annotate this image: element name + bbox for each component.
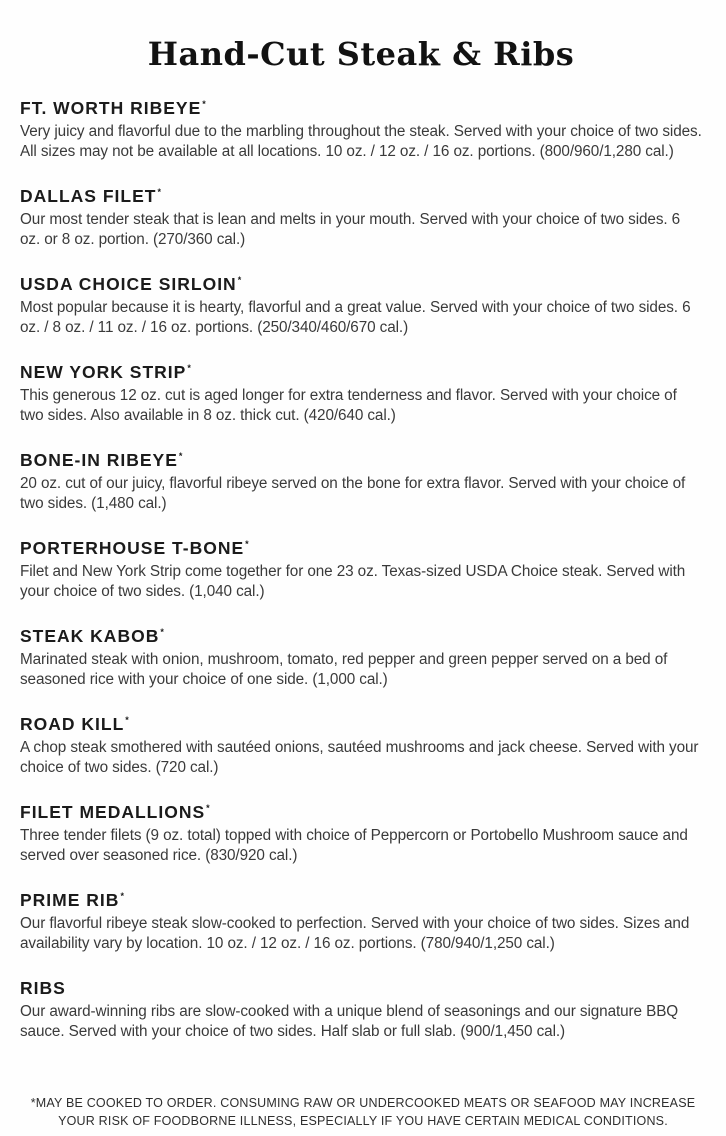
asterisk-mark: *	[245, 539, 249, 549]
menu-item-name-text: FILET MEDALLIONS	[20, 802, 206, 822]
menu-item-name	[20, 709, 702, 735]
menu-item-description: A chop steak smothered with sautéed onions, sautéed mushrooms and jack cheese. Served with your choice of two sides. (720 cal.)	[20, 739, 699, 776]
menu-item-description: Our flavorful ribeye steak slow-cooked to perfection. Served with your choice of two sides. Sizes and availability vary by location. 10 oz. / 12 oz. / 16 oz. portions. (780/940/1,250 cal.)	[20, 915, 690, 952]
menu-item-name-text: BONE-IN RIBEYE	[20, 450, 178, 470]
menu-item-description: 20 oz. cut of our juicy, flavorful ribeye served on the bone for extra flavor. Served with your choice of two sides. (1,480 cal.)	[20, 475, 686, 512]
menu-item-ribs	[20, 973, 702, 1041]
asterisk-mark: *	[125, 715, 129, 725]
menu-item-porterhouse-t-bone	[20, 533, 702, 601]
footnote	[0, 1094, 726, 1130]
menu-item-description: Filet and New York Strip come together for one 23 oz. Texas-sized USDA Choice steak. Served with your choice of two sides. (1,040 cal.)	[20, 563, 686, 600]
menu-item-description: Very juicy and flavorful due to the marbling throughout the steak. Served with your choice of two sides. All sizes may not be available at all locations. 10 oz. / 12 oz. / 16 oz. portions. (800/960/1,280 cal.)	[20, 123, 702, 160]
asterisk-mark: *	[237, 275, 242, 285]
menu-item-name-text: DALLAS FILET	[20, 186, 157, 206]
menu-item-description: This generous 12 oz. cut is aged longer for extra tenderness and flavor. Served with your choice of two sides. Also available in 8 oz. thick cut. (420/640 cal.)	[20, 387, 677, 424]
menu-item-ft-worth-ribeye	[20, 93, 702, 161]
menu-item-dallas-filet	[20, 181, 702, 249]
menu-item-name	[20, 533, 702, 559]
menu-item-name	[20, 973, 702, 999]
menu-item-name	[20, 445, 702, 471]
asterisk-mark: *	[120, 891, 124, 901]
asterisk-mark: *	[202, 99, 206, 109]
menu-item-name-text: FT. WORTH RIBEYE	[20, 98, 202, 118]
menu-item-new-york-strip	[20, 357, 702, 425]
menu-item-name	[20, 621, 702, 647]
menu-item-road-kill	[20, 709, 702, 777]
menu-item-name-text: RIBS	[20, 978, 66, 998]
menu-item-prime-rib	[20, 885, 702, 953]
menu-item-description: Our most tender steak that is lean and melts in your mouth. Served with your choice of two sides. 6 oz. or 8 oz. portion. (270/360 cal.)	[20, 211, 681, 248]
footnote-line-1: *MAY BE COOKED TO ORDER. CONSUMING RAW OR UNDERCOOKED MEATS OR SEAFOOD MAY INCREASE	[30, 1096, 696, 1110]
menu-item-filet-medallions	[20, 797, 702, 865]
asterisk-mark: *	[178, 451, 183, 461]
menu-item-name	[20, 93, 702, 119]
menu-item-name-text: PORTERHOUSE T-BONE	[20, 538, 245, 558]
menu-item-description: Our award-winning ribs are slow-cooked with a unique blend of seasonings and our signature BBQ sauce. Served with your choice of two sides. Half slab or full slab. (900/1,450 cal.)	[20, 1003, 679, 1040]
menu-item-name	[20, 885, 702, 911]
menu-item-name-text: NEW YORK STRIP	[20, 362, 187, 382]
menu-item-description: Most popular because it is hearty, flavorful and a great value. Served with your choice of two sides. 6 oz. / 8 oz. / 11 oz. / 16 oz. portions. (250/340/460/670 cal.)	[20, 299, 691, 336]
menu-item-description: Marinated steak with onion, mushroom, tomato, red pepper and green pepper served on a bed of seasoned rice with your choice of one side. (1,000 cal.)	[20, 651, 668, 688]
menu-item-name-text: PRIME RIB	[20, 890, 120, 910]
footnote-line-2: YOUR RISK OF FOODBORNE ILLNESS, ESPECIALLY IF YOU HAVE CERTAIN MEDICAL CONDITIONS.	[58, 1114, 668, 1128]
page-title: Hand-Cut Steak & Ribs	[147, 35, 575, 73]
menu-item-name-text: USDA CHOICE SIRLOIN	[20, 274, 237, 294]
menu-item-name	[20, 181, 702, 207]
asterisk-mark: *	[206, 803, 210, 813]
menu-item-name-text: ROAD KILL	[20, 714, 125, 734]
asterisk-mark: *	[160, 627, 164, 637]
menu-item-description: Three tender filets (9 oz. total) topped with choice of Peppercorn or Portobello Mushroom sauce and served over seasoned rice. (830/920 cal.)	[20, 827, 688, 864]
menu-item-name-text: STEAK KABOB	[20, 626, 160, 646]
asterisk-mark: *	[187, 363, 191, 373]
menu-item-name	[20, 269, 702, 295]
menu-item-bone-in-ribeye	[20, 445, 702, 513]
menu-item-steak-kabob	[20, 621, 702, 689]
menu-item-name	[20, 797, 702, 823]
menu-item-list	[20, 93, 702, 1041]
menu-item-usda-choice-sirloin	[20, 269, 702, 337]
asterisk-mark: *	[157, 187, 161, 197]
menu-item-name	[20, 357, 702, 383]
